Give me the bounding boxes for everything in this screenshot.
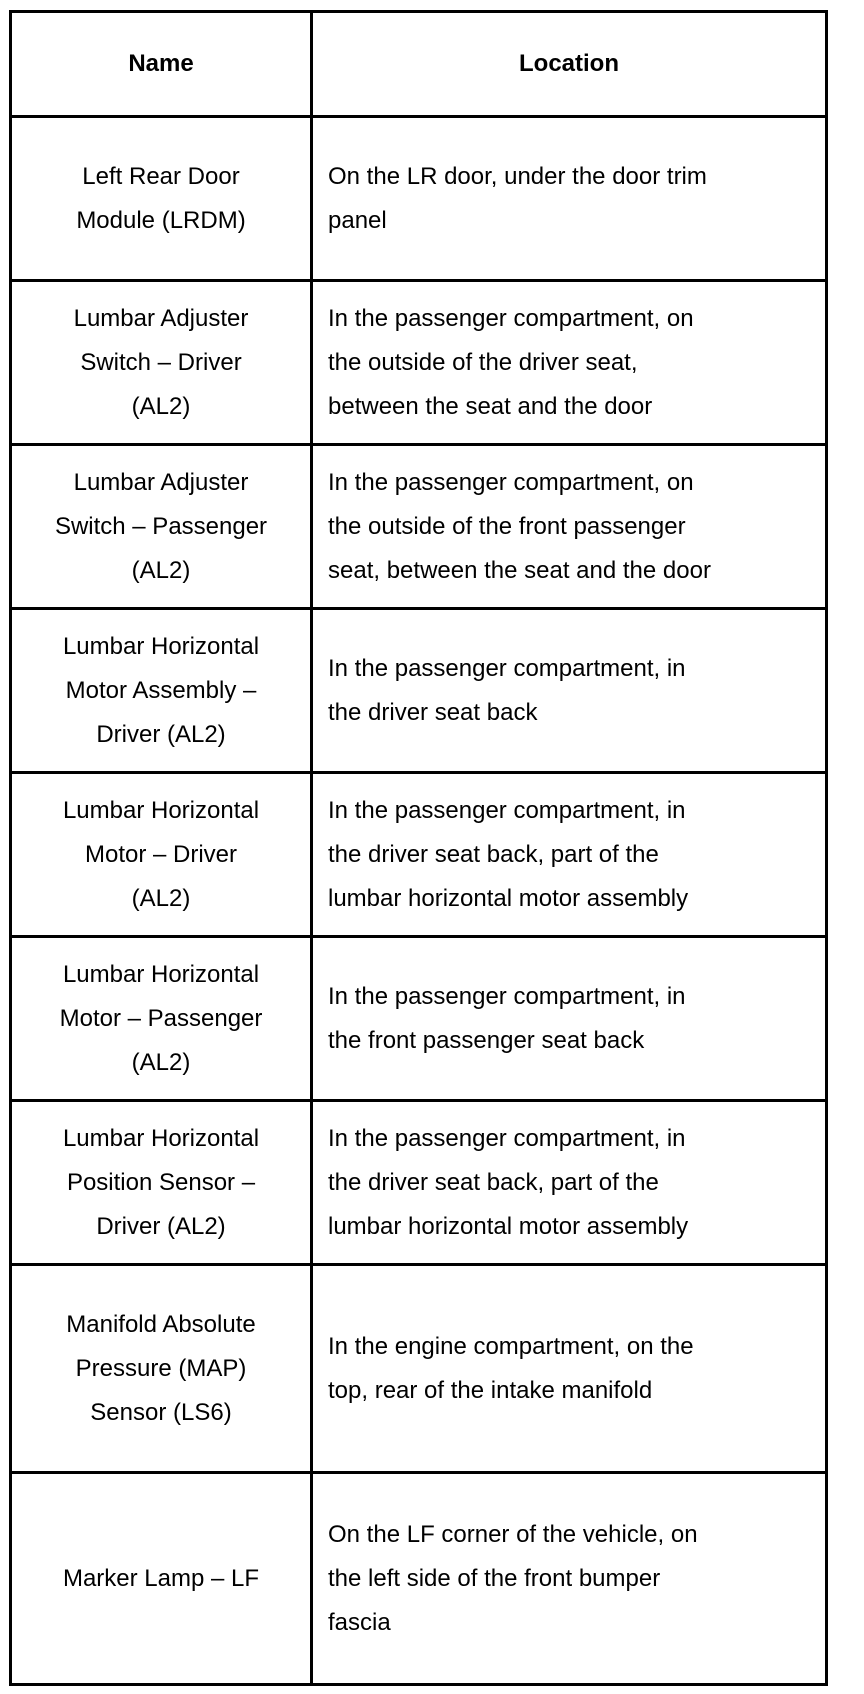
header-name: Name: [11, 12, 312, 117]
table-row: [11, 1101, 827, 1265]
component-name: Left Rear Door Module (LRDM): [11, 117, 312, 281]
table-row: [11, 937, 827, 1101]
table-row: [11, 609, 827, 773]
table-header-row: [11, 12, 827, 117]
component-location: In the engine compartment, on the top, rear of the intake manifold: [312, 1265, 827, 1473]
component-location: In the passenger compartment, on the outside of the front passenger seat, between the seat and the door: [312, 445, 827, 609]
component-location: On the LR door, under the door trim panel: [312, 117, 827, 281]
component-location: In the passenger compartment, in the driver seat back, part of the lumbar horizontal motor assembly: [312, 773, 827, 937]
component-location: In the passenger compartment, in the driver seat back, part of the lumbar horizontal motor assembly: [312, 1101, 827, 1265]
component-location-table: [9, 10, 828, 1686]
table-row: [11, 773, 827, 937]
component-location: In the passenger compartment, in the front passenger seat back: [312, 937, 827, 1101]
component-name: Lumbar Horizontal Motor – Passenger (AL2): [11, 937, 312, 1101]
table-row: [11, 117, 827, 281]
component-name: Lumbar Horizontal Motor – Driver (AL2): [11, 773, 312, 937]
component-name: Marker Lamp – LF: [11, 1473, 312, 1685]
component-name: Manifold Absolute Pressure (MAP) Sensor (LS6): [11, 1265, 312, 1473]
component-location: On the LF corner of the vehicle, on the left side of the front bumper fascia: [312, 1473, 827, 1685]
component-name: Lumbar Horizontal Motor Assembly – Driver (AL2): [11, 609, 312, 773]
component-name: Lumbar Horizontal Position Sensor – Driver (AL2): [11, 1101, 312, 1265]
component-name: Lumbar Adjuster Switch – Passenger (AL2): [11, 445, 312, 609]
table-row: [11, 281, 827, 445]
table-row: [11, 1473, 827, 1685]
component-location: In the passenger compartment, in the driver seat back: [312, 609, 827, 773]
table-row: [11, 1265, 827, 1473]
table-row: [11, 445, 827, 609]
header-location: Location: [312, 12, 827, 117]
component-name: Lumbar Adjuster Switch – Driver (AL2): [11, 281, 312, 445]
component-location: In the passenger compartment, on the outside of the driver seat, between the seat and the door: [312, 281, 827, 445]
